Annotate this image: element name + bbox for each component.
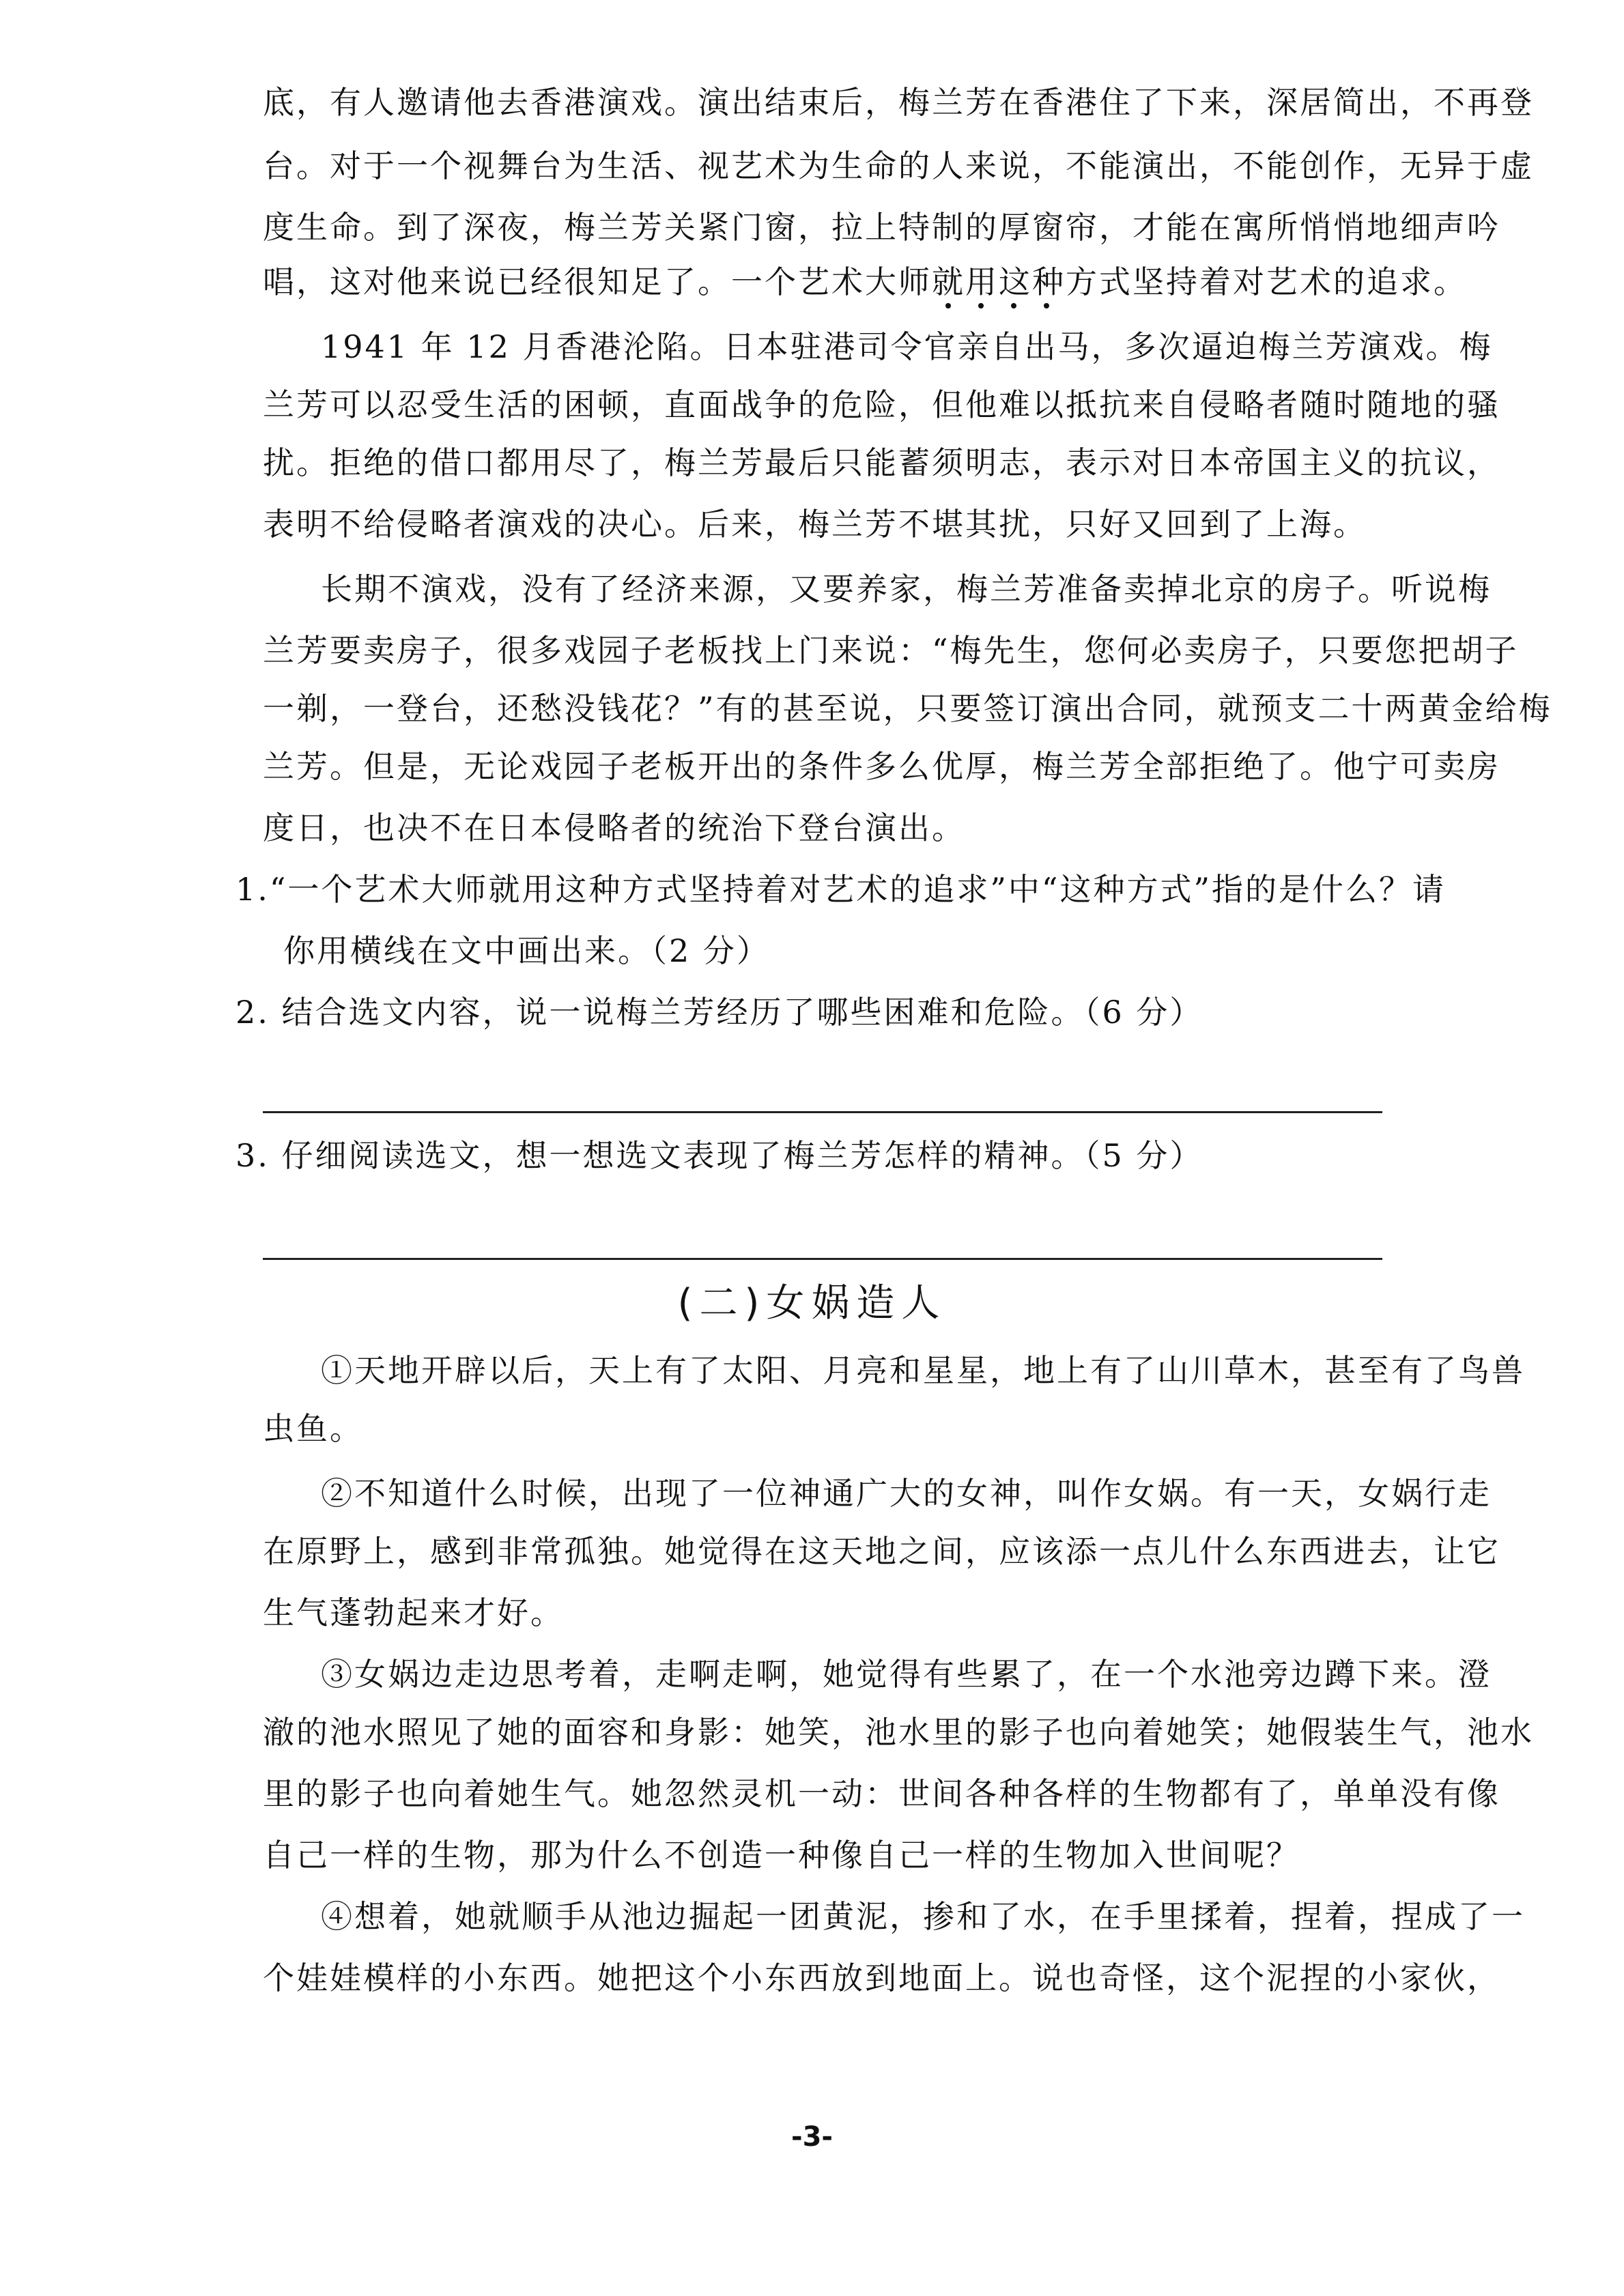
- answer-line[interactable]: [263, 1258, 1382, 1260]
- passage-line: 扰。拒绝的借口都用尽了，梅兰芳最后只能蓄须明志，表示对日本帝国主义的抗议，: [263, 444, 1500, 481]
- passage-line: 度生命。到了深夜，梅兰芳关紧门窗，拉上特制的厚窗帘，才能在寓所悄悄地细声吟: [263, 209, 1500, 246]
- passage-line: ①天地开辟以后，天上有了太阳、月亮和星星，地上有了山川草木，甚至有了鸟兽: [321, 1352, 1525, 1389]
- passage-line: 唱，这对他来说已经很知足了。一个艺术大师就用这种方式坚持着对艺术的追求。: [263, 263, 1467, 300]
- passage-line: 里的影子也向着她生气。她忽然灵机一动：世间各种各样的生物都有了，单单没有像: [263, 1775, 1500, 1812]
- passage-line: 台。对于一个视舞台为生活、视艺术为生命的人来说，不能演出，不能创作，无异于虚: [263, 147, 1534, 184]
- question-2: 2. 结合选文内容，说一说梅兰芳经历了哪些困难和危险。（6 分）: [236, 994, 1203, 1031]
- passage-line: 兰芳。但是，无论戏园子老板开出的条件多么优厚，梅兰芳全部拒绝了。他宁可卖房: [263, 748, 1500, 785]
- passage-line: ②不知道什么时候，出现了一位神通广大的女神，叫作女娲。有一天，女娲行走: [321, 1475, 1492, 1512]
- passage-line: 兰芳可以忍受生活的困顿，直面战争的危险，但他难以抵抗来自侵略者随时随地的骚: [263, 386, 1500, 423]
- passage-line: ③女娲边走边思考着，走啊走啊，她觉得有些累了，在一个水池旁边蹲下来。澄: [321, 1656, 1492, 1693]
- passage-line: 度日，也决不在日本侵略者的统治下登台演出。: [263, 809, 965, 846]
- passage-line: 兰芳要卖房子，很多戏园子老板找上门来说：“梅先生，您何必卖房子，只要您把胡子: [263, 632, 1519, 669]
- passage-line: 澈的池水照见了她的面容和身影：她笑，池水里的影子也向着她笑；她假装生气，池水: [263, 1714, 1534, 1751]
- passage-line: 长期不演戏，没有了经济来源，又要养家，梅兰芳准备卖掉北京的房子。听说梅: [321, 571, 1492, 607]
- passage-line: 虫鱼。: [263, 1410, 363, 1447]
- page-number: -3-: [790, 2121, 834, 2153]
- question-1: 1.“一个艺术大师就用这种方式坚持着对艺术的追求”中“这种方式”指的是什么？请: [236, 871, 1446, 908]
- emphasis-dots: [945, 303, 1055, 317]
- passage-line: 自己一样的生物，那为什么不创造一种像自己一样的生物加入世间呢？: [263, 1837, 1300, 1874]
- answer-line[interactable]: [263, 1111, 1382, 1113]
- passage-line: 个娃娃模样的小东西。她把这个小东西放到地面上。说也奇怪，这个泥捏的小家伙，: [263, 1960, 1500, 1996]
- passage-line: 一剃，一登台，还愁没钱花？”有的甚至说，只要签订演出合同，就预支二十两黄金给梅: [263, 690, 1552, 727]
- passage-line: 1941 年 12 月香港沦陷。日本驻港司令官亲自出马，多次逼迫梅兰芳演戏。梅: [321, 328, 1493, 365]
- passage-line: 生气蓬勃起来才好。: [263, 1594, 564, 1631]
- passage-line: 在原野上，感到非常孤独。她觉得在这天地之间，应该添一点儿什么东西进去，让它: [263, 1533, 1500, 1570]
- question-1-cont: 你用横线在文中画出来。（2 分）: [283, 932, 770, 969]
- passage-line: 表明不给侵略者演戏的决心。后来，梅兰芳不堪其扰，只好又回到了上海。: [263, 506, 1367, 543]
- passage-line: 底，有人邀请他去香港演戏。演出结束后，梅兰芳在香港住了下来，深居简出，不再登: [263, 84, 1534, 121]
- section-title: (二)女娲造人: [677, 1281, 947, 1325]
- passage-line: ④想着，她就顺手从池边掘起一团黄泥，掺和了水，在手里揉着，捏着，捏成了一: [321, 1898, 1525, 1935]
- question-3: 3. 仔细阅读选文，想一想选文表现了梅兰芳怎样的精神。（5 分）: [236, 1137, 1203, 1174]
